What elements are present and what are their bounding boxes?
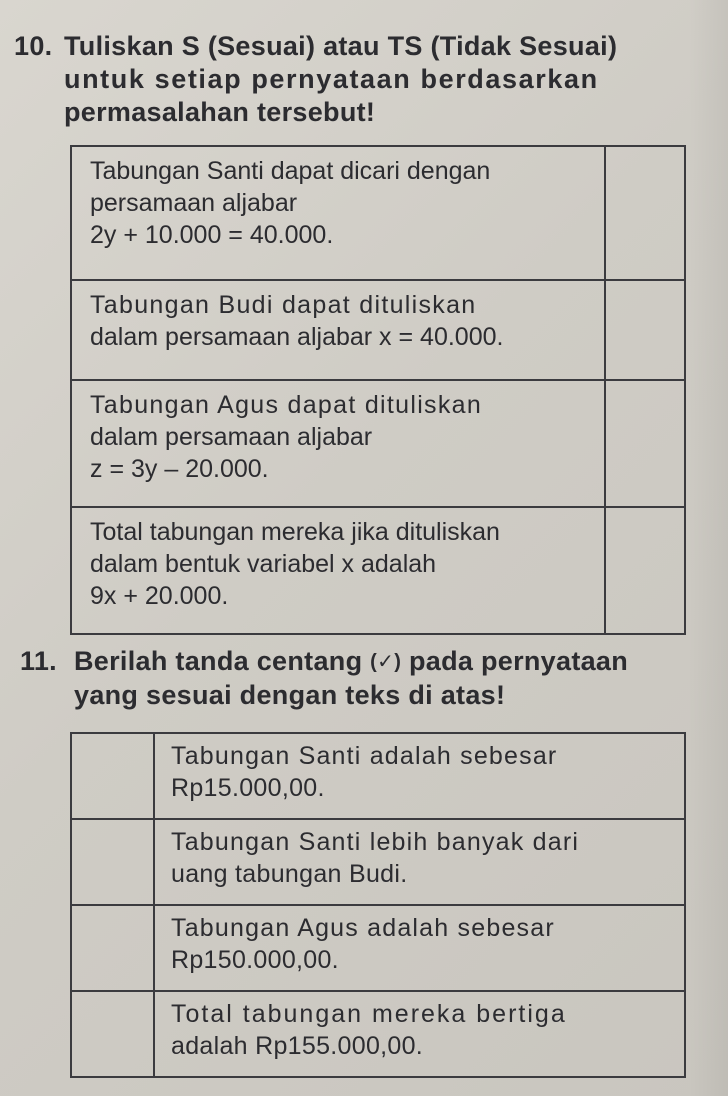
table-row — [71, 905, 685, 991]
statement-cell — [71, 507, 605, 634]
answer-box[interactable] — [605, 380, 685, 507]
table-row — [71, 991, 685, 1077]
statement-line: adalah Rp155.000,00. — [171, 1032, 424, 1060]
statement-line: Tabungan Santi adalah sebesar — [171, 742, 558, 770]
statement-cell — [154, 905, 685, 991]
question-10 — [14, 30, 714, 129]
checkbox-cell[interactable] — [71, 991, 154, 1077]
statement-line: Tabungan Agus dapat dituliskan — [90, 391, 483, 419]
question-11-line-1-end: pada pernyataan — [401, 646, 629, 676]
statement-line: persamaan aljabar — [90, 189, 298, 217]
table-row — [71, 280, 685, 380]
statement-line: uang tabungan Budi. — [171, 860, 408, 888]
table-row — [71, 819, 685, 905]
question-11-line-2: yang sesuai dengan teks di atas! — [74, 680, 506, 710]
table-row — [71, 146, 685, 280]
checkbox-cell[interactable] — [71, 733, 154, 819]
statement-line: dalam persamaan aljabar x = 40.000. — [90, 323, 504, 351]
table-row — [71, 733, 685, 819]
statement-line: dalam persamaan aljabar — [90, 423, 373, 451]
statement-cell — [154, 991, 685, 1077]
table-row — [71, 507, 685, 634]
checkbox-cell[interactable] — [71, 819, 154, 905]
statement-cell — [154, 819, 685, 905]
question-10-line-3: permasalahan tersebut! — [64, 97, 376, 127]
question-10-number: 10. — [14, 31, 53, 61]
statement-line: Tabungan Santi dapat dicari dengan — [90, 157, 491, 185]
statement-line: Tabungan Santi lebih banyak dari — [171, 828, 580, 856]
statement-cell — [71, 146, 605, 280]
answer-box[interactable] — [605, 280, 685, 380]
answer-box[interactable] — [605, 146, 685, 280]
statement-line: dalam bentuk variabel x adalah — [90, 550, 437, 578]
statement-line: 2y + 10.000 = 40.000. — [90, 221, 334, 249]
checkmark-icon: (✓) — [370, 651, 402, 673]
statement-cell — [71, 280, 605, 380]
statement-cell — [154, 733, 685, 819]
checkbox-cell[interactable] — [71, 905, 154, 991]
statement-line: z = 3y – 20.000. — [90, 455, 269, 483]
statement-line: Total tabungan mereka jika dituliskan — [90, 518, 500, 546]
statement-line: Tabungan Agus adalah sebesar — [171, 914, 555, 942]
question-11-line-1-start: Berilah tanda centang — [74, 646, 371, 676]
question-11 — [20, 645, 720, 712]
statement-table-10 — [70, 145, 686, 635]
answer-box[interactable] — [605, 507, 685, 634]
statement-cell — [71, 380, 605, 507]
statement-line: Rp150.000,00. — [171, 946, 339, 974]
statement-line: Total tabungan mereka bertiga — [171, 1000, 567, 1028]
statement-line: Tabungan Budi dapat dituliskan — [90, 291, 477, 319]
question-11-number: 11. — [20, 646, 57, 676]
question-10-line-2: untuk setiap pernyataan berdasarkan — [64, 64, 599, 94]
table-row — [71, 380, 685, 507]
statement-line: Rp15.000,00. — [171, 774, 325, 802]
question-10-line-1: Tuliskan S (Sesuai) atau TS (Tidak Sesuai) — [64, 31, 618, 61]
statement-line: 9x + 20.000. — [90, 582, 229, 610]
statement-table-11 — [70, 732, 686, 1078]
paper-shadow — [688, 0, 728, 1096]
